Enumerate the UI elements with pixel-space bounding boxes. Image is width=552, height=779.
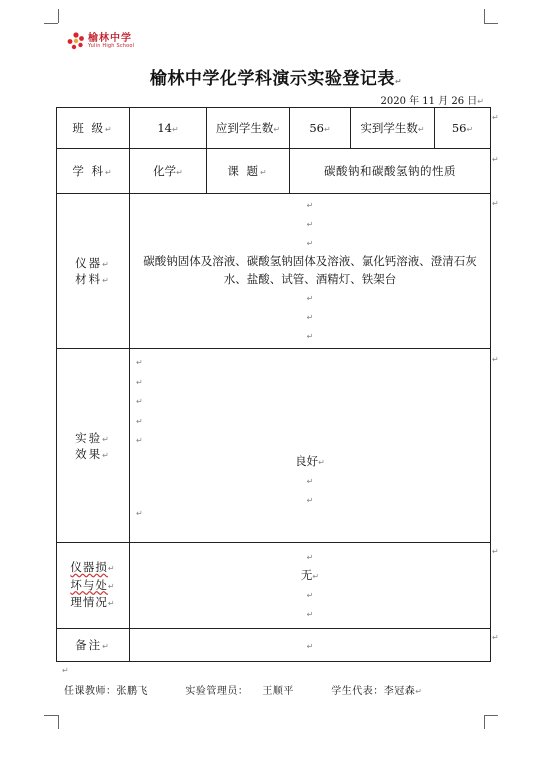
record-date: 2020 年 11 月 26 日↵	[380, 96, 484, 107]
row-end-mark: ↵	[492, 155, 499, 164]
registration-table	[56, 107, 491, 662]
row-end-mark: ↵	[492, 633, 499, 642]
crop-mark	[58, 9, 59, 23]
expected-students-label-cell: 应到学生数↵	[207, 108, 290, 149]
teacher-label: 任课教师：	[64, 686, 117, 697]
table-row-damage	[57, 543, 491, 629]
manager-label: 实验管理员：	[185, 686, 249, 697]
page-title: 榆林中学化学科演示实验登记表↵	[149, 69, 403, 89]
actual-students-label-cell: 实到学生数↵	[351, 108, 435, 149]
row-end-mark: ↵	[492, 355, 499, 364]
table-row-subject	[57, 149, 491, 194]
subject-label-cell: 学 科↵	[57, 149, 130, 194]
student-name: 李冠森	[383, 686, 416, 697]
effect-label-cell: 实验↵ 效果↵	[57, 349, 130, 543]
effect-text: 良好	[295, 454, 319, 468]
crop-mark	[58, 715, 59, 729]
student-label: 学生代表：	[331, 686, 384, 697]
school-logo	[66, 31, 134, 51]
instruments-label-cell: 仪器↵ 材料↵	[57, 194, 130, 349]
damage-text: 无	[300, 567, 313, 582]
class-value-cell[interactable]: 14↵	[130, 108, 207, 149]
instruments-text: 碳酸钠固体及溶液、碳酸氢钠固体及溶液、氯化钙溶液、澄清石灰水、盐酸、试管、酒精灯、铁架台	[143, 254, 477, 286]
damage-label-cell: 仪器损↵ 坏与处↵ 理情况↵	[57, 543, 130, 629]
expected-students-value-cell[interactable]: 56↵	[290, 108, 351, 149]
subject-value-cell[interactable]: 化学↵	[130, 149, 207, 194]
row-end-mark: ↵	[492, 113, 499, 122]
table-row-class	[57, 108, 491, 149]
actual-students-value-cell[interactable]: 56↵	[435, 108, 491, 149]
crop-mark	[484, 9, 485, 23]
table-row-remarks	[57, 629, 491, 662]
manager-name: 王顺平	[262, 686, 294, 697]
crop-mark	[484, 23, 498, 24]
remarks-label-cell: 备注↵	[57, 629, 130, 662]
crop-mark	[44, 715, 58, 716]
instruments-content-cell[interactable]: ↵ ↵ ↵ 碳酸钠固体及溶液、碳酸氢钠固体及溶液、氯化钙溶液、澄清石灰水、盐酸、试管、酒精灯、铁架台 ↵ ↵ ↵	[130, 194, 491, 349]
teacher-name: 张鹏飞	[116, 686, 148, 697]
damage-content-cell[interactable]: ↵ 无↵ ↵ ↵	[130, 543, 491, 629]
logo-name-cn: 榆林中学	[88, 32, 132, 44]
effect-content-cell[interactable]: ↵ ↵ ↵ ↵ ↵ ↵ 良好↵ ↵ ↵	[130, 349, 491, 543]
class-label-cell: 班 级↵	[57, 108, 130, 149]
row-end-mark: ↵	[492, 199, 499, 208]
paragraph-mark: ↵	[62, 666, 69, 675]
school-emblem-icon	[66, 31, 86, 51]
topic-value-cell[interactable]: 碳酸钠和碳酸氢钠的性质	[290, 149, 491, 194]
crop-mark	[44, 23, 58, 24]
table-row-effect	[57, 349, 491, 543]
topic-label-cell: 课 题↵	[207, 149, 290, 194]
empty-paragraph-marks: ↵ ↵ ↵ ↵ ↵	[136, 358, 143, 445]
remarks-content-cell[interactable]: ↵	[130, 629, 491, 662]
table-row-instruments	[57, 194, 491, 349]
crop-mark	[484, 715, 485, 729]
signature-line: 任课教师：张鹏飞 实验管理员： 王顺平 学生代表：李冠森↵	[64, 686, 423, 697]
row-end-mark: ↵	[492, 547, 499, 556]
logo-name-en: Yulin High School	[88, 42, 135, 49]
crop-mark	[484, 715, 498, 716]
